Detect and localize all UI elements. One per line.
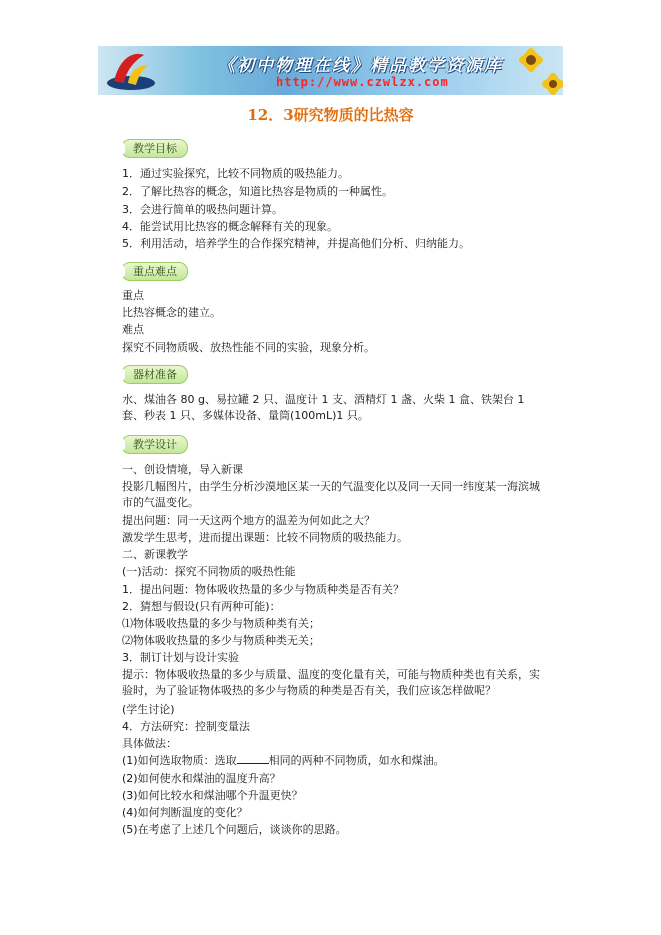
fill-blank-suffix: 相同的两种不同物质，如水和煤油。 <box>268 754 445 767</box>
goal-item: 4．能尝试用比热容的概念解释有关的现象。 <box>122 220 338 233</box>
design-line: ⑴物体吸收热量的多少与物质种类有关； <box>122 617 320 630</box>
fill-blank-prefix: (1)如何选取物质：选取 <box>122 754 237 767</box>
section-badge-key-points: 重点难点 <box>121 262 188 281</box>
key-text: 比热容概念的建立。 <box>122 306 221 319</box>
goal-item: 3．会进行简单的吸热问题计算。 <box>122 203 283 216</box>
section-badge-materials: 器材准备 <box>121 365 188 384</box>
key-title: 重点 <box>122 289 144 302</box>
design-line: 1．提出问题：物体吸收热量的多少与物质种类是否有关？ <box>122 583 404 596</box>
design-line: 具体做法： <box>122 737 177 750</box>
design-line: 激发学生思考，进而提出课题：比较不同物质的吸热能力。 <box>122 531 408 544</box>
design-line: 3．制订计划与设计实验 <box>122 651 239 664</box>
design-line: (一)活动：探究不同物质的吸热性能 <box>122 565 296 578</box>
design-line: 提示：物体吸收热量的多少与质量、温度的变化量有关，可能与物质种类也有关系，实验时，为了验证物体吸热的多少与物质的种类是否有关，我们应该怎样做呢？ <box>122 668 540 697</box>
sunflower-decoration-icon <box>493 46 563 95</box>
design-line: 提出问题：同一天这两个地方的温差为何如此之大？ <box>122 514 375 527</box>
goal-item: 2．了解比热容的概念，知道比热容是物质的一种属性。 <box>122 185 393 198</box>
site-logo-icon <box>104 49 158 93</box>
fill-blank-line <box>237 753 269 764</box>
design-line: (4)如何判断温度的变化？ <box>122 806 248 819</box>
design-line: ⑵物体吸收热量的多少与物质种类无关； <box>122 634 320 647</box>
design-line: (5)在考虑了上述几个问题后，谈谈你的思路。 <box>122 823 347 836</box>
section-badge-design: 教学设计 <box>121 435 188 454</box>
design-line: (学生讨论) <box>122 703 175 716</box>
banner-url: http://www.czwlzx.com <box>276 75 449 89</box>
design-line-fill-blank <box>122 753 445 769</box>
goal-item: 5．利用活动，培养学生的合作探究精神，并提高他们分析、归纳能力。 <box>122 237 470 250</box>
design-line: 2．猜想与假设(只有两种可能)： <box>122 600 281 613</box>
goal-item: 1．通过实验探究，比较不同物质的吸热能力。 <box>122 167 349 180</box>
design-line: 一、创设情境，导入新课 <box>122 463 243 476</box>
design-line: 4．方法研究：控制变量法 <box>122 720 250 733</box>
header-banner <box>98 46 563 95</box>
banner-title: 《初中物理在线》精品教学资源库 <box>218 56 503 76</box>
page-title: 12．3研究物质的比热容 <box>247 106 414 124</box>
design-line: (2)如何使水和煤油的温度升高？ <box>122 772 281 785</box>
materials-text: 水、煤油各 80 g、易拉罐 2 只、温度计 1 支、酒精灯 1 盏、火柴 1 盒、铁架台 1 套、秒表 1 只、多媒体设备、量筒(100mL)1 只。 <box>122 393 525 422</box>
design-line: (3)如何比较水和煤油哪个升温更快？ <box>122 789 303 802</box>
difficult-text: 探究不同物质吸、放热性能不同的实验，现象分析。 <box>122 341 375 354</box>
difficult-title: 难点 <box>122 323 144 336</box>
section-badge-goals: 教学目标 <box>121 139 188 158</box>
design-line: 投影几幅图片，由学生分析沙漠地区某一天的气温变化以及同一天同一纬度某一海滨城市的气温变化。 <box>122 480 540 509</box>
design-line: 二、新课教学 <box>122 548 188 561</box>
